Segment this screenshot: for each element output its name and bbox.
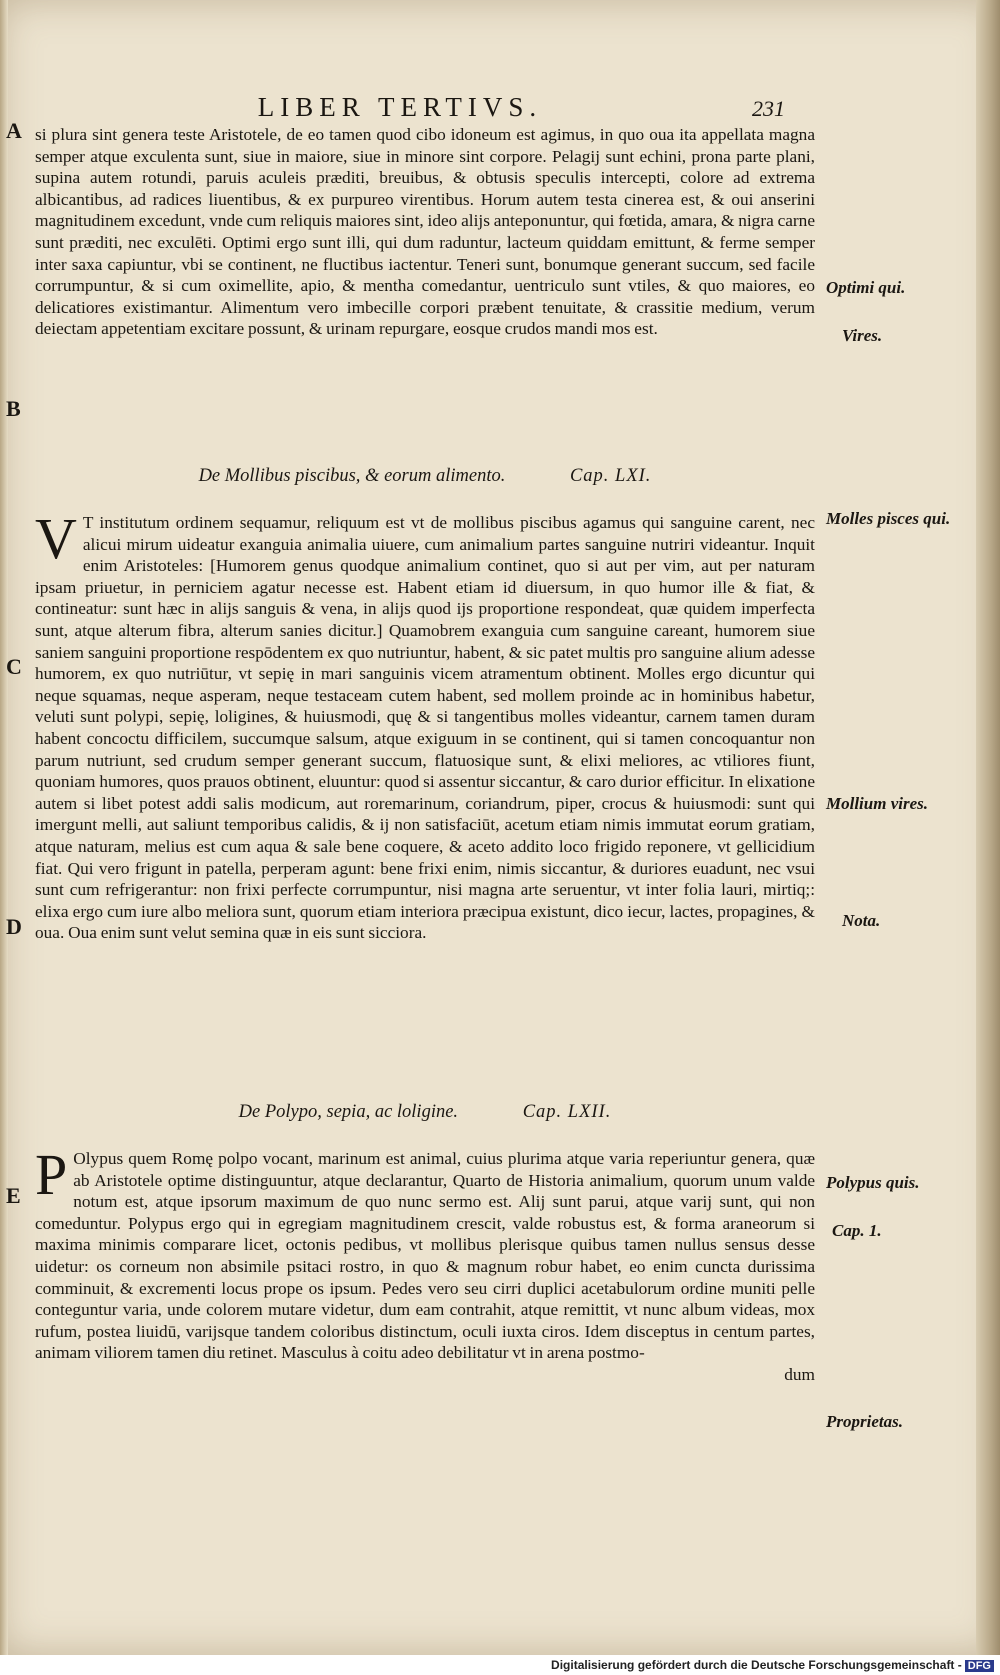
- credit-text: Digitalisierung gefördert durch die Deutsche Forschungsgemeinschaft -: [551, 1658, 962, 1672]
- chapter-number: Cap. LXII.: [522, 1102, 612, 1122]
- section-marker-d: D: [6, 914, 22, 939]
- catchword: dum: [784, 1364, 815, 1384]
- folio-number: 231: [752, 96, 785, 121]
- margin-note: Nota.: [842, 911, 881, 930]
- paragraph-polypus: [35, 1142, 815, 1386]
- chapter-heading-lxi: [35, 466, 815, 487]
- section-marker-b: B: [6, 396, 21, 421]
- drop-capital: V: [35, 506, 77, 571]
- paragraph-text: Olypus quem Romę polpo vocant, marinum est animal, cuius plurima atque varia reperiuntur genera, quæ ab Aristotele optime distinguuntur, atque declarantur, Quarto de Historia animalium, quorum unum valde notum est, atque ipsorum maximum de quo nunc sermo est. Alij sunt parui, atque varij sunt, qui non comeduntur. Polypus ergo qui in egregiam magnitudinem crescit, valde robustus est, & forma araneorum si maxima minimis comparare licet, octonis pedibus, vt mollibus plerisque quibus tamen nullus sensus desse uidetur: os corneum non absimile psitaci rostro, in quo & magnum robur habet, eo enim cuncta durissima comminuit, & excrementi locus prope os ipsum. Pedes vero seu cirri duplici acetabulorum ordine muniti pelle conteguntur varia, unde colorem mutare videtur, dum eam contrahit, atque remittit, vt nunc album videas, mox rufum, postea liuidū, varijsque tandem coloribus distinctum, oculi iuxta ciros. Idem disceptus in centum partes, animam viliorem tamen diu retinet. Masculus à coitu adeo debilitatur vt in arena postmo-: [35, 1149, 815, 1363]
- section-marker-a: A: [6, 118, 22, 143]
- margin-note: Molles pisces qui.: [826, 509, 951, 528]
- section-marker-c: C: [6, 654, 22, 679]
- chapter-heading-lxii: [35, 1102, 815, 1123]
- chapter-number: Cap. LXI.: [569, 466, 652, 486]
- drop-capital: P: [35, 1142, 68, 1207]
- page-left-edge: [0, 0, 8, 1655]
- running-header: LIBER TERTIVS.: [257, 92, 543, 122]
- chapter-title: De Polypo, sepia, ac loligine.: [238, 1102, 459, 1122]
- paragraph-text: T institutum ordinem sequamur, reliquum est vt de mollibus piscibus agamus qui sanguine carent, nec alicui mirum uideatur exanguia animalia uiuere, cum animalium partes sanguine nutriri videantur. Inquit enim Aristoteles: [Humorem genus quodque animalium continet, quo si aut per vim, aut per naturam ipsam priuetur, in perniciem agatur necesse est. Habent etiam id diuersum, in quo humor ille & fiat, & contineatur: sunt hæc in alijs sanguis & vena, in alijs quod ijs proportione respondeat, quæ quidem imperfecta sunt, atque alterum fibra, alterum sanies dicitur.] Quamobrem exanguia cum sanguine careant, humorem siue saniem sanguini proportione respōdentem ex quo nutriuntur, habent, & sic patet multis pro sanguine alium adesse humorem, ex quo nutriūtur, vt sepię in mari sanguinis vicem atramentum obtinent. Molles ergo dicuntur qui neque squamas, neque asperam, neque testaceam cutem habent, sed mollem proinde ac in hominibus habetur, veluti sunt polypi, sepię, loligines, & huiusmodi, quę & si tangentibus molles videantur, carnem tamen duram habent concoctu difficilem, succumque salsum, atque exiguum in se continent, qui si tamen concoquantur non parum nutriunt, sed crudum semper generant succum, flatuosique sunt, & elixi meliores, ac vtiliores fiunt, quoniam humores, quos prauos obtinent, eluuntur: quod si assentur siccantur, & caro durior efficitur. In elixatione autem si libet potest addi salis modicum, aut roremarinum, coriandrum, piper, crocus & huiusmodi: sunt qui imergunt melli, aut saliunt temporibus calidis, & ij non satisfaciūt, acetum etiam nimis immutat eorum gratiam, atque naturam, melius est cum aqua & sale bene coquere, & aceto addito loco frigido reponere, vt gellicidium fiat. Qui vero frigunt in patella, perperam agunt: bene frixi enim, nimis siccantur, & duriores euadunt, nec vsui sunt cum refrigerantur: non frixi perfecte corrumpuntur, nisi magna arte seruentur, vt inter folia lauri, mirtiq;: elixa ergo cum iure albo meliora sunt, quorum etiam interiora præcipua existunt, dico iecur, lactes, propagines, & oua. Oua enim sunt velut semina quæ in eis sunt sicciora.: [35, 513, 815, 943]
- margin-note: Mollium vires.: [826, 794, 929, 813]
- margin-note: Optimi qui.: [826, 278, 906, 297]
- margin-note: Proprietas.: [826, 1412, 903, 1431]
- paragraph-echini: si plura sint genera teste Aristotele, de eo tamen quod cibo idoneum est agimus, in quo oua ita appellata magna semper atque exculenta sunt, siue in maiore, siue in minore sint corpore. Pelagij sunt echini, prona parte plani, supina autem rotundi, paruis aculeis præditi, breuibus, & obtusis speculis intercepti, colore ad extrema albicantibus, ad radices liuentibus, & ex purpureo virentibus. Horum autem testa cinerea est, & oui anserini magnitudinem excedunt, vnde cum reliquis maiores sint, ideo alijs anteponuntur, qui fœtida, amara, & nigra carne sunt præditi, nec exculēti. Optimi ergo sunt illi, qui dum raduntur, lacteum quiddam emittunt, & ferme semper inter saxa capiuntur, vbi se continent, ne fluctibus iactentur. Teneri sunt, bonumque generant succum, sed facile corrumpuntur, & si cum oximellite, apio, & mentha comedantur, uentriculo sunt vtiles, & quo maiores, eo delicatiores existimantur. Alimentum vero imbecille corpori præbent tenuitate, & crassitie medium, verum deiectam appetentiam excitare possunt, & urinam repurgare, eosque crudos mandi mos est.: [35, 125, 815, 339]
- page-right-edge: [976, 0, 1000, 1655]
- digitization-credit: [551, 1658, 994, 1672]
- dfg-logo: DFG: [965, 1660, 994, 1672]
- margin-note: Polypus quis.: [826, 1173, 920, 1192]
- section-marker-e: E: [6, 1183, 21, 1208]
- margin-note: Vires.: [842, 326, 883, 345]
- paragraph-mollibus: [35, 506, 815, 944]
- chapter-title: De Mollibus piscibus, & eorum alimento.: [198, 466, 506, 486]
- margin-note: Cap. 1.: [832, 1221, 882, 1240]
